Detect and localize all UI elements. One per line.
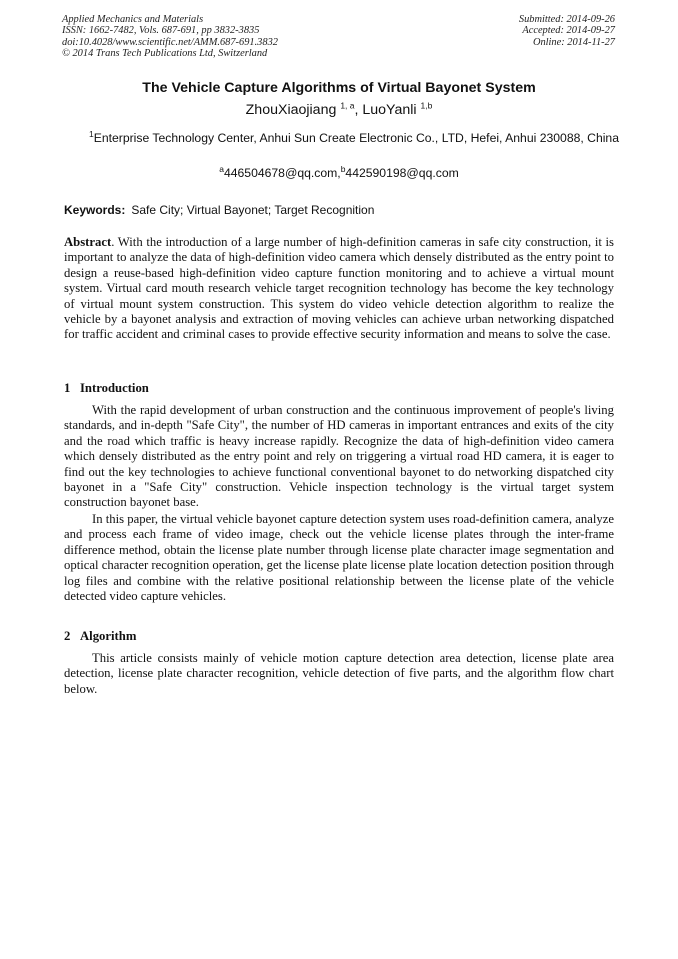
journal-name: Applied Mechanics and Materials	[62, 14, 204, 25]
submitted-date: Submitted: 2014-09-26	[518, 14, 615, 25]
dates-header	[519, 14, 615, 48]
accepted-date: Accepted: 2014-09-27	[522, 25, 615, 37]
abstract-text: . With the introduction of a large number of high-definition cameras in safe city construction, it is important to analyze the data of high-definition video camera which densely distributed as the entry point to design a reuse-based high-definition video capture function monitoring and to achieve a virtual mount system. Virtual card mouth research vehicle target recognition technology has become the key technology of virtual mount system construction. This system do video vehicle detection algorithm to realize the vehicle by a bayonet analysis and extraction of moving vehicles can achieve urban networking dispatched for traffic accident and criminal cases to provide effective security information and means to solve the case.	[64, 235, 614, 342]
author-separator: ,	[354, 102, 363, 118]
section-heading	[64, 381, 149, 396]
online-date: Online: 2014-11-27	[532, 36, 615, 48]
email-address: 446504678@qq.com,	[223, 166, 341, 180]
abstract	[64, 235, 614, 343]
body-paragraph: This article consists mainly of vehicle motion capture detection area detection, license plate area detection, license plate character recognition, vehicle detection of five parts, and the algorithm flow chart below.	[64, 651, 614, 696]
issn-line: ISSN: 1662-7482, Vols. 687-691, pp 3832-3835	[62, 25, 260, 37]
section-title: Introduction	[80, 381, 149, 395]
email-mark: b	[340, 163, 346, 174]
author-emails	[0, 163, 678, 180]
body-paragraph: In this paper, the virtual vehicle bayonet capture detection system uses road-definition camera, analyze and process each frame of video image, check out the vehicle license plates through the inter-frame difference method, obtain the license plate number through license plate character image segmentation and optical character recognition operation, get the license plate license plate location detection position through log files and combine with the relative positional relationship between the license plate of the vehicle detected video capture vehicles.	[64, 512, 614, 604]
section-number: 2	[64, 629, 71, 643]
author-affiliation-mark: 1, a	[340, 100, 355, 111]
affiliation-mark: 1	[88, 128, 94, 139]
keywords-text: Safe City; Virtual Bayonet; Target Recognition	[131, 203, 375, 217]
section-heading	[64, 629, 136, 644]
section-number: 1	[64, 381, 71, 395]
section-title: Algorithm	[80, 629, 137, 643]
doi-line: doi:10.4028/www.scientific.net/AMM.687-691.3832	[62, 36, 278, 48]
author-name: LuoYanli	[362, 102, 417, 118]
affiliation	[88, 128, 620, 146]
author-affiliation-mark: 1,b	[420, 100, 433, 111]
affiliation-text: Enterprise Technology Center, Anhui Sun Create Electronic Co., LTD, Hefei, Anhui 230088, China	[93, 131, 619, 145]
author-name: ZhouXiaojiang	[245, 102, 337, 118]
email-mark: a	[219, 163, 224, 174]
abstract-label: Abstract	[64, 235, 112, 249]
paper-title: The Vehicle Capture Algorithms of Virtual Bayonet System	[142, 80, 536, 96]
author-list	[0, 102, 678, 118]
keywords	[64, 203, 374, 217]
keywords-label: Keywords:	[64, 203, 126, 217]
journal-header	[62, 14, 278, 59]
email-address: 442590198@qq.com	[345, 166, 459, 180]
copyright-line: © 2014 Trans Tech Publications Ltd, Switzerland	[62, 47, 268, 59]
body-paragraph: With the rapid development of urban construction and the continuous improvement of people's living standards, and in-depth "Safe City", the number of HD cameras in important entrances and exits of the city and the road which traffic is heavy increase rapidly. Recognize the data of high-definition video camera which densely distributed as the entry point and rely on triggering a virtual road HD camera, it is eager to find out the key technologies to achieve functional conventional bayonet to do networking dispatched city bayonet in a "Safe City" construction. Vehicle inspection technology is the virtual target system construction bayonet base.	[64, 403, 614, 510]
